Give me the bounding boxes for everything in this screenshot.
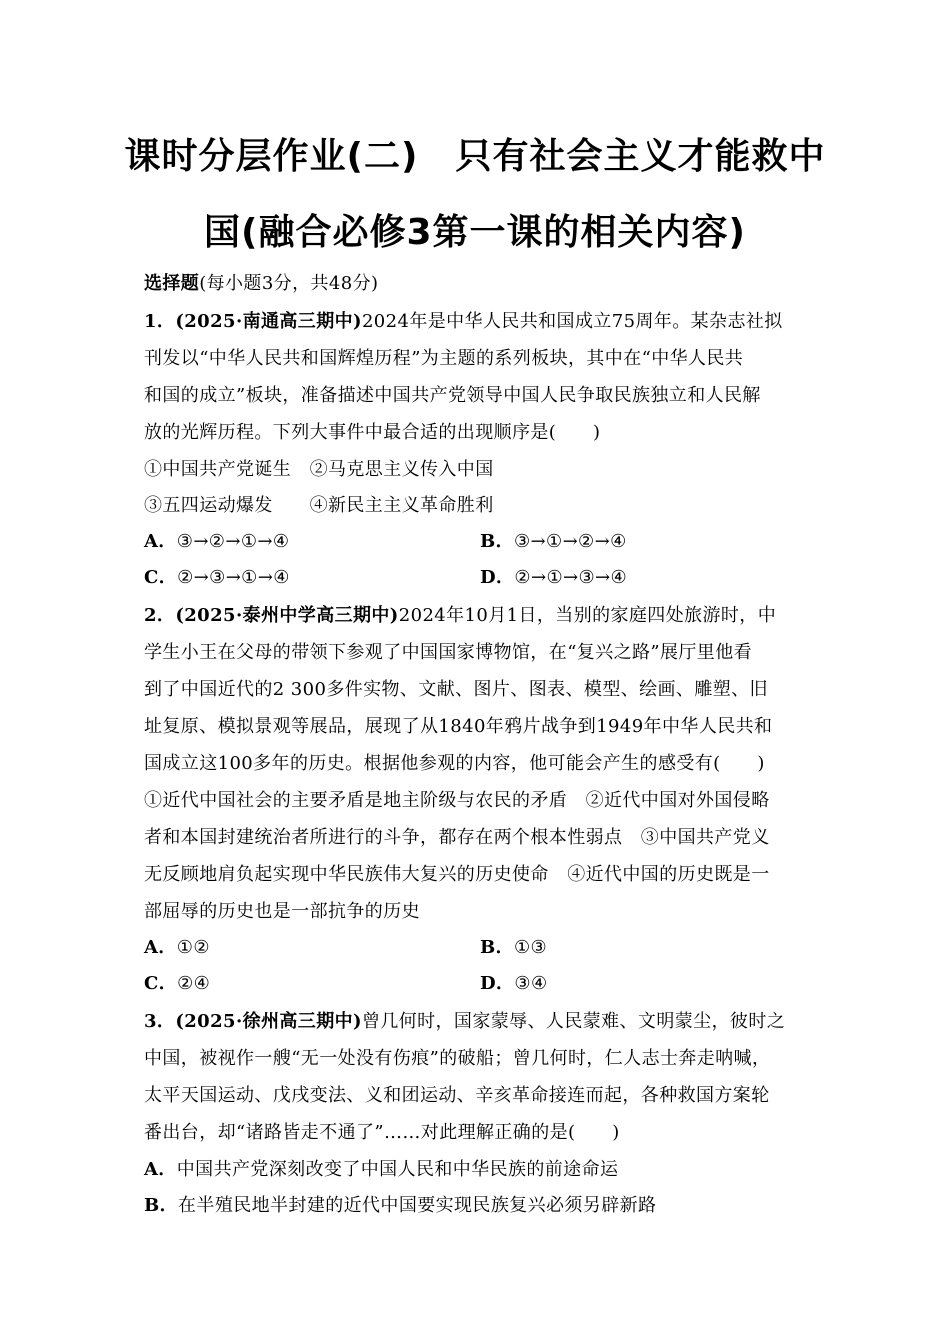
question-2-item-line: 无反顾地肩负起实现中华民族伟大复兴的历史使命 ④近代中国的历史既是一: [144, 864, 770, 885]
question-3-stem-line: 3．(2025·徐州高三期中)曾几何时，国家蒙辱、人民蒙难、文明蒙尘，彼时之: [144, 1011, 786, 1032]
section-note: (每小题3分，共48分): [199, 273, 379, 294]
option-d: D．③④: [480, 973, 548, 994]
option-a: A．①②: [144, 937, 210, 958]
question-2-stem-line: 国成立这100多年的历史。根据他参观的内容，他可能会产生的感受有( ): [144, 753, 765, 774]
question-1-stem-line: 1．(2025·南通高三期中)2024年是中华人民共和国成立75周年。某杂志社拟: [144, 311, 783, 332]
option-d: D．②→①→③→④: [480, 567, 628, 588]
section-header: [144, 272, 378, 296]
question-1-item-line: ①中国共产党诞生 ②马克思主义传入中国: [144, 459, 494, 480]
question-1-stem-line: 和国的成立”板块，准备描述中国共产党领导中国人民争取民族独立和人民解: [144, 385, 761, 406]
question-2-stem-line: 到了中国近代的2 300多件实物、文献、图片、图表、模型、绘画、雕塑、旧: [144, 679, 768, 700]
option-b: B．①③: [480, 937, 548, 958]
question-source: (2025·泰州中学高三期中): [175, 605, 399, 626]
question-3-stem-line: 中国，被视作一艘“无一处没有伤痕”的破船；曾几何时，仁人志士奔走呐喊，: [144, 1048, 771, 1069]
option-c: C．②→③→①→④: [144, 567, 290, 588]
question-3-stem-line: 太平天国运动、戊戌变法、义和团运动、辛亥革命接连而起，各种救国方案轮: [144, 1085, 770, 1106]
page-title-line-1: 课时分层作业(二) 只有社会主义才能救中: [124, 136, 826, 177]
question-number: 1．: [144, 311, 176, 332]
question-2-item-line: 者和本国封建统治者所进行的斗争，都存在两个根本性弱点 ③中国共产党义: [144, 827, 770, 848]
question-2-item-line: 部屈辱的历史也是一部抗争的历史: [144, 901, 420, 922]
question-3-stem-line: 番出台，却“诸路皆走不通了”……对此理解正确的是( ): [144, 1122, 620, 1143]
option-a: A．中国共产党深刻改变了中国人民和中华民族的前途命运: [144, 1159, 619, 1180]
option-a: A．③→②→①→④: [144, 531, 290, 552]
question-1-stem-line: 刊发以“中华人民共和国辉煌历程”为主题的系列板块，其中在“中华人民共: [144, 348, 744, 369]
option-b: B．在半殖民地半封建的近代中国要实现民族复兴必须另辟新路: [144, 1195, 657, 1216]
question-2-stem-line: 学生小王在父母的带领下参观了中国国家博物馆，在“复兴之路”展厅里他看: [144, 642, 753, 663]
question-2-stem-line: 2．(2025·泰州中学高三期中)2024年10月1日，当别的家庭四处旅游时，中: [144, 605, 777, 626]
question-2-stem-line: 址复原、模拟景观等展品，展现了从1840年鸦片战争到1949年中华人民共和: [144, 716, 773, 737]
question-1-stem-line: 放的光辉历程。下列大事件中最合适的出现顺序是( ): [144, 422, 601, 443]
section-label: 选择题: [144, 273, 200, 294]
question-source: (2025·南通高三期中): [175, 311, 362, 332]
question-2-item-line: ①近代中国社会的主要矛盾是地主阶级与农民的矛盾 ②近代中国对外国侵略: [144, 790, 770, 811]
page-title-line-2: 国(融合必修3第一课的相关内容): [204, 212, 746, 253]
question-number: 3．: [144, 1011, 176, 1032]
question-1-item-line: ③五四运动爆发 ④新民主主义革命胜利: [144, 495, 494, 516]
question-source: (2025·徐州高三期中): [175, 1011, 362, 1032]
option-c: C．②④: [144, 973, 211, 994]
option-b: B．③→①→②→④: [480, 531, 627, 552]
question-number: 2．: [144, 605, 176, 626]
